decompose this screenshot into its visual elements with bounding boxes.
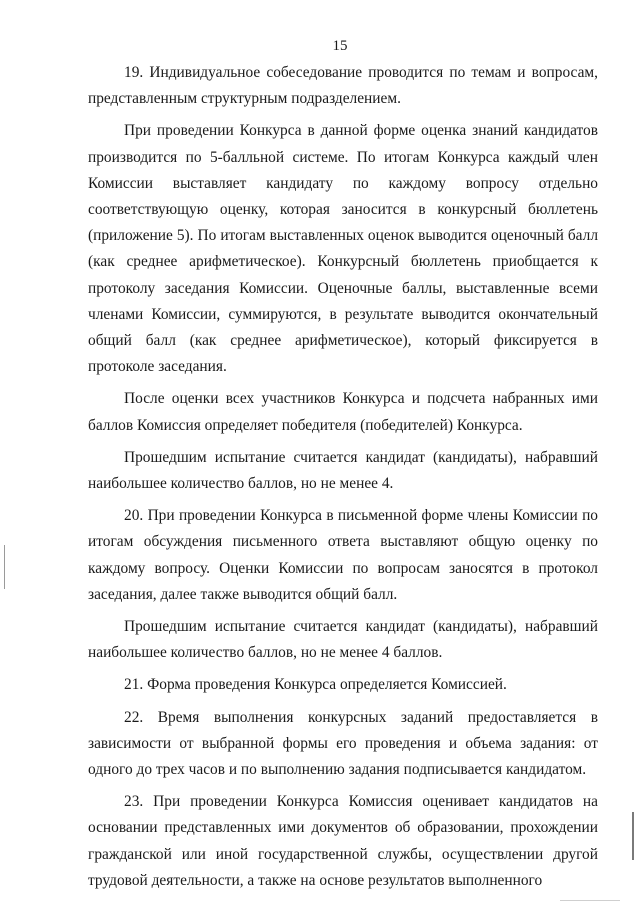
scan-artifact-left — [4, 545, 5, 589]
scan-artifact-bottom — [560, 900, 620, 901]
paragraph-20: 20. При проведении Конкурса в письменной форме члены Комиссии по итогам обсуждения письменного ответа выставляют общую оценку по каждому вопросу. Оценки Комиссии по вопросам заносятся в протокол заседания, далее также выводится общий балл. — [88, 507, 598, 603]
paragraph-19-winner: После оценки всех участников Конкурса и подсчета набранных ими баллов Комиссия определяет победителя (победителей) Конкурса. — [88, 390, 598, 434]
paragraph-22: 22. Время выполнения конкурсных заданий предоставляется в зависимости от выбранной формы его проведения и объема задания: от одного до трех часов и по выполнению задания подписывается кандидатом. — [88, 708, 598, 779]
document-body — [88, 60, 598, 900]
paragraph-21: 21. Форма проведения Конкурса определяется Комиссией. — [124, 676, 507, 694]
paragraph-19-scoring: При проведении Конкурса в данной форме оценка знаний кандидатов производится по 5-балльной системе. По итогам Конкурса каждый член Комиссии выставляет кандидату по каждому вопросу отдельно соответствующую оценку, которая заносится в конкурсный бюллетень (приложение 5). По итогам выставленных оценок выводится оценочный балл (как среднее арифметическое). Конкурсный бюллетень приобщается к протоколу заседания Комиссии. Оценочные баллы, выставленные всеми членами Комиссии, суммируются, в результате выводится окончательный общий балл (как среднее арифметическое), который фиксируется в протоколе заседания. — [88, 122, 598, 376]
scan-artifact-right — [632, 812, 634, 860]
paragraph-20-passing: Прошедшим испытание считается кандидат (кандидаты), набравший наибольшее количество баллов, но не менее 4 баллов. — [88, 618, 598, 662]
paragraph-19-passing: Прошедшим испытание считается кандидат (кандидаты), набравший наибольшее количество баллов, но не менее 4. — [88, 448, 598, 493]
paragraph-19: 19. Индивидуальное собеседование проводится по темам и вопросам, представленным структурным подразделением. — [88, 64, 598, 108]
paragraph-23: 23. При проведении Конкурса Комиссия оценивает кандидатов на основании представленных ими документов об образовании, прохождении гражданской или иной государственной службы, осуществлении другой трудовой деятельности, а также на основе результатов выполненного — [88, 793, 598, 889]
page-number: 15 — [332, 38, 348, 54]
